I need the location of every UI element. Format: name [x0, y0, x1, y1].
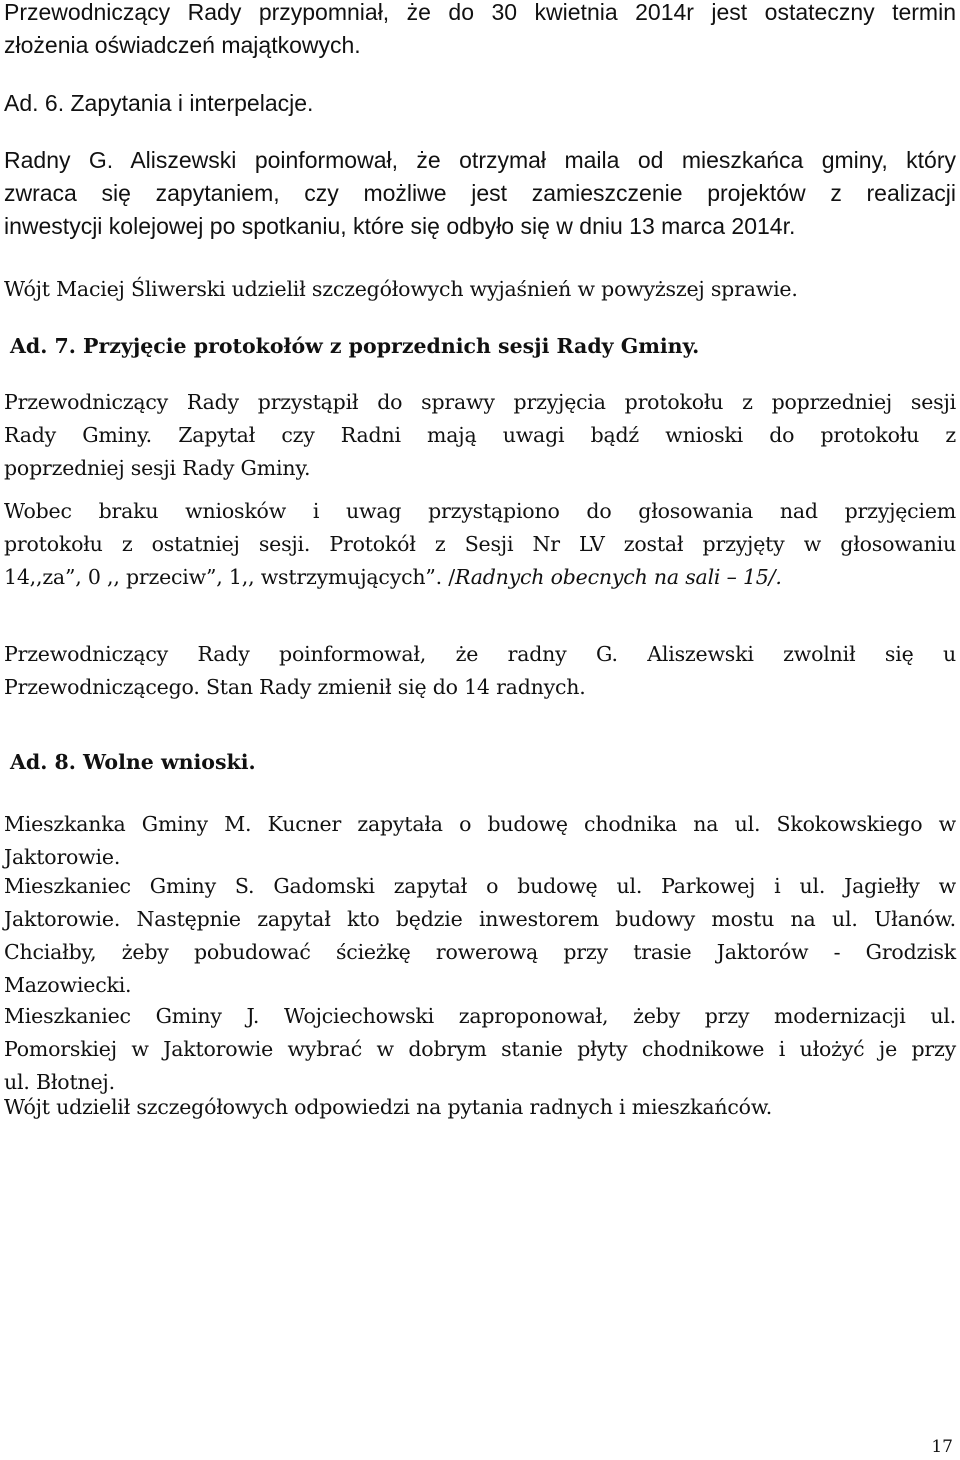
heading-text: Ad. 8. Wolne wnioski.: [10, 750, 256, 774]
text-line: Pomorskiej w Jaktorowie wybrać w dobrym stanie płyty chodnikowe i ułożyć je przy: [4, 1037, 956, 1061]
paragraph-wojt-odpowiedzi: [4, 1091, 956, 1124]
text-line: ul. Błotnej.: [4, 1070, 115, 1094]
paragraph-przyjecie-protokolu: [4, 386, 956, 485]
paragraph-wojciechowski: [4, 1000, 956, 1099]
paragraph-aliszewski-mail: [4, 144, 956, 243]
text-line: Wójt Maciej Śliwerski udzielił szczegółowych wyjaśnień w powyższej sprawie.: [4, 277, 798, 301]
text-line: Wójt udzielił szczegółowych odpowiedzi na pytania radnych i mieszkańców.: [4, 1095, 773, 1119]
section-heading-ad8: [4, 746, 960, 779]
page-number: 17: [931, 1437, 953, 1457]
section-heading-ad7: [4, 330, 960, 363]
text-line: Mieszkanka Gminy M. Kucner zapytała o budowę chodnika na ul. Skokowskiego w: [4, 812, 956, 836]
heading-text: Ad. 6. Zapytania i interpelacje.: [4, 90, 314, 116]
paragraph-glosowanie: [4, 495, 956, 594]
paragraph-kucner: [4, 808, 956, 874]
text-line: Mieszkaniec Gminy S. Gadomski zapytał o budowę ul. Parkowej i ul. Jagiełły w: [4, 874, 956, 898]
text-line: Wobec braku wniosków i uwag przystąpiono do głosowania nad przyjęciem: [4, 499, 956, 523]
text-line: Mazowiecki.: [4, 973, 132, 997]
paragraph-zwolnienie: [4, 638, 956, 704]
text-line: Jaktorowie.: [4, 845, 121, 869]
text-line: Przewodniczącego. Stan Rady zmienił się do 14 radnych.: [4, 675, 586, 699]
text-line: Rady Gminy. Zapytał czy Radni mają uwagi bądź wnioski do protokołu z: [4, 423, 956, 447]
text-line: poprzedniej sesji Rady Gminy.: [4, 456, 311, 480]
vote-result: 14,,za”, 0 ,, przeciw”, 1,, wstrzymujących”. /: [4, 565, 455, 589]
text-line: [4, 561, 956, 594]
text-line: Przewodniczący Rady poinformował, że radny G. Aliszewski zwolnił się u: [4, 642, 956, 666]
paragraph-wojt-wyjasnienia: [4, 273, 956, 306]
section-heading-ad6: [4, 87, 956, 120]
text-line: Mieszkaniec Gminy J. Wojciechowski zaproponował, żeby przy modernizacji ul.: [4, 1004, 956, 1028]
text-line: Przewodniczący Rady przypomniał, że do 30 kwietnia 2014r jest ostateczny termin: [4, 0, 956, 25]
text-line: Radny G. Aliszewski poinformował, że otrzymał maila od mieszkańca gminy, który: [4, 147, 956, 173]
text-line: protokołu z ostatniej sesji. Protokół z Sesji Nr LV został przyjęty w głosowaniu: [4, 532, 956, 556]
text-line: Chciałby, żeby pobudować ścieżkę rowerową przy trasie Jaktorów - Grodzisk: [4, 940, 956, 964]
attendance-note: Radnych obecnych na sali – 15/.: [454, 565, 782, 589]
text-line: inwestycji kolejowej po spotkaniu, które się odbyło się w dniu 13 marca 2014r.: [4, 213, 796, 239]
text-line: Przewodniczący Rady przystąpił do sprawy przyjęcia protokołu z poprzedniej sesji: [4, 390, 956, 414]
text-line: Jaktorowie. Następnie zapytał kto będzie inwestorem budowy mostu na ul. Ułanów.: [4, 907, 956, 931]
paragraph-gadomski: [4, 870, 956, 1002]
heading-text: Ad. 7. Przyjęcie protokołów z poprzednich sesji Rady Gminy.: [10, 334, 700, 358]
text-line: złożenia oświadczeń majątkowych.: [4, 32, 361, 58]
text-line: zwraca się zapytaniem, czy możliwe jest zamieszczenie projektów z realizacji: [4, 180, 956, 206]
paragraph-oswiadczenia: [4, 0, 956, 62]
